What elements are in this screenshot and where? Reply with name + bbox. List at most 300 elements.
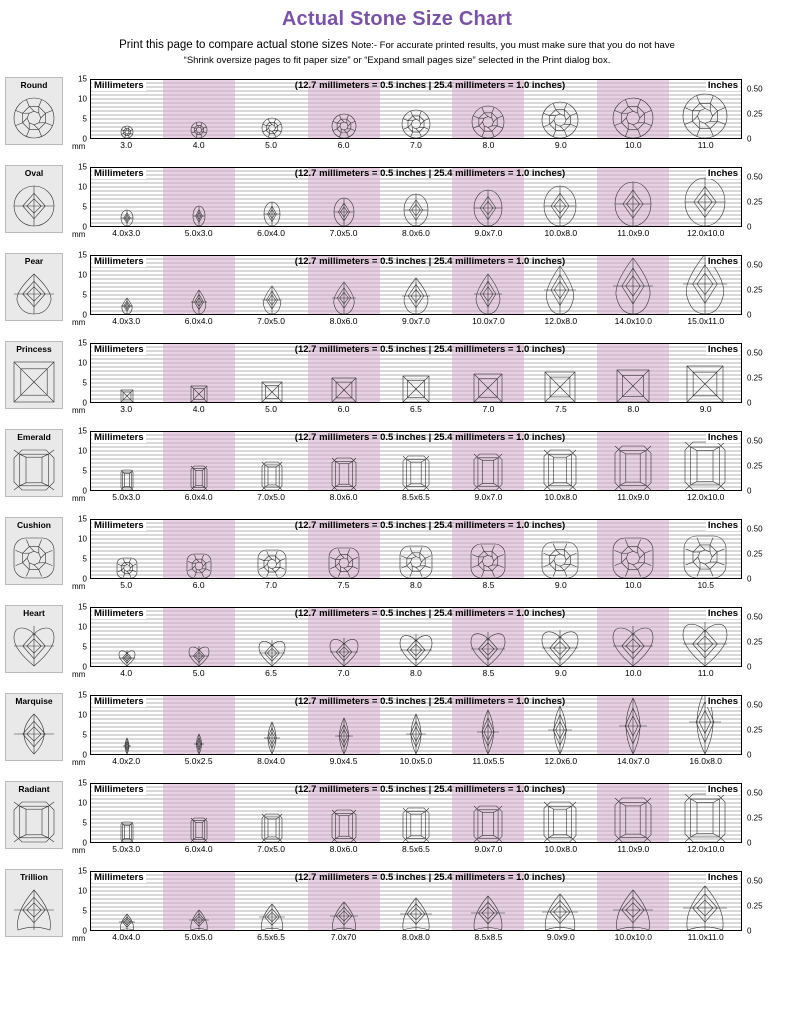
gem-princess [262, 382, 282, 402]
x-tick-label: 8.0 [597, 403, 669, 417]
x-tick-label: 10.0x7.0 [452, 315, 524, 329]
x-tick-label: 4.0x4.0 [90, 931, 162, 945]
x-tick-label: 7.0x5.0 [235, 491, 307, 505]
shape-box [5, 253, 63, 321]
x-tick-label: 12.0x10.0 [670, 227, 742, 241]
print-note: Note:- For accurate printed results, you must make sure that you do not have [351, 40, 675, 51]
shape-box [5, 781, 63, 849]
mm-axis-title: Millimeters [92, 696, 146, 707]
x-tick-label: 16.0x8.0 [670, 755, 742, 769]
mm-corner-label: mm [72, 757, 85, 769]
x-tick-label: 12.0x10.0 [670, 843, 742, 857]
gem-radiant [544, 802, 576, 842]
shape-name: Pear [25, 256, 43, 267]
y-tick-label: 5 [83, 291, 87, 300]
x-tick-label: 7.0x5.0 [235, 843, 307, 857]
y-tick-label-inches: 0 [747, 223, 751, 232]
y-tick-label: 15 [78, 427, 87, 436]
x-tick-label: 4.0 [90, 667, 162, 681]
x-tick-label: 8.0x6.0 [380, 227, 452, 241]
x-tick-label: 7.0 [307, 667, 379, 681]
x-tick-label: 8.5 [452, 579, 524, 593]
y-tick-label: 10 [78, 623, 87, 632]
x-tick-label: 4.0x2.0 [90, 755, 162, 769]
y-tick-label-inches: 0.25 [747, 814, 763, 823]
chart-row [0, 337, 794, 425]
gem-heart [613, 626, 653, 666]
shape-name: Heart [23, 608, 45, 619]
gem-oval [334, 198, 354, 226]
mm-corner-label: mm [72, 229, 85, 241]
gem-marquise [123, 738, 131, 754]
gem-emerald [262, 462, 282, 490]
x-tick-label: 4.0x3.0 [90, 315, 162, 329]
x-tick-label: 9.0x7.0 [452, 227, 524, 241]
x-tick-label: 9.0x9.0 [525, 931, 597, 945]
x-tick-label: 10.0x8.0 [525, 227, 597, 241]
gem-radiant [403, 808, 429, 842]
gem-trillion [542, 894, 578, 930]
x-axis-labels [90, 931, 742, 945]
y-tick-label-inches: 0.50 [747, 172, 763, 181]
gem-radiant [474, 806, 502, 842]
gem-radiant [191, 818, 207, 842]
gem-heart [259, 640, 285, 666]
mm-axis-title: Millimeters [92, 432, 146, 443]
x-tick-label: 8.0x8.0 [380, 931, 452, 945]
x-tick-label: 12.0x6.0 [525, 755, 597, 769]
y-tick-label-inches: 0 [747, 135, 751, 144]
shape-legend-marquise [0, 689, 68, 761]
y-tick-label: 10 [78, 95, 87, 104]
y-tick-label: 15 [78, 75, 87, 84]
shape-box [5, 693, 63, 761]
x-tick-label: 6.0x4.0 [235, 227, 307, 241]
conversion-note: (12.7 millimeters = 0.5 inches | 25.4 millimeters = 1.0 inches) [68, 608, 792, 619]
gem-trillion [330, 902, 358, 930]
conversion-note: (12.7 millimeters = 0.5 inches | 25.4 millimeters = 1.0 inches) [68, 432, 792, 443]
gem-heart [119, 650, 135, 666]
gem-round-brilliant [191, 122, 207, 138]
chart-row [0, 689, 794, 777]
x-tick-label: 8.0 [380, 667, 452, 681]
y-tick-label: 5 [83, 643, 87, 652]
y-tick-label-inches: 0.25 [747, 638, 763, 647]
row-chart [68, 689, 792, 769]
mm-axis-title: Millimeters [92, 872, 146, 883]
shape-name: Emerald [17, 432, 51, 443]
x-axis-labels [90, 315, 742, 329]
x-axis-labels [90, 139, 742, 153]
y-tick-label: 15 [78, 339, 87, 348]
subtitle-main: Print this page to compare actual stone sizes [119, 39, 348, 51]
y-tick-label: 0 [83, 135, 87, 144]
shape-box [5, 77, 63, 145]
x-tick-label: 10.0 [597, 139, 669, 153]
row-chart [68, 777, 792, 857]
mm-axis-title: Millimeters [92, 344, 146, 355]
mm-corner-label: mm [72, 317, 85, 329]
shape-name: Oval [25, 168, 43, 179]
gem-pear [402, 278, 430, 314]
y-tick-label: 5 [83, 907, 87, 916]
x-tick-label: 9.0 [525, 139, 597, 153]
gem-oval [474, 190, 502, 226]
gem-princess [545, 372, 575, 402]
y-tick-label-inches: 0 [747, 927, 751, 936]
y-tick-label: 0 [83, 927, 87, 936]
gem-cushion [684, 536, 726, 578]
y-tick-label: 5 [83, 379, 87, 388]
shape-legend-round [0, 73, 68, 145]
y-tick-label-inches: 0.50 [747, 348, 763, 357]
gem-round-brilliant [262, 118, 282, 138]
mm-axis-title: Millimeters [92, 256, 146, 267]
y-tick-label: 10 [78, 535, 87, 544]
y-tick-label-inches: 0.25 [747, 198, 763, 207]
x-tick-label: 3.0 [90, 403, 162, 417]
mm-corner-label: mm [72, 493, 85, 505]
chart-row [0, 249, 794, 337]
gem-marquise [335, 718, 353, 754]
y-tick-label: 15 [78, 603, 87, 612]
shape-icon-princess-icon [14, 355, 54, 408]
x-tick-label: 9.0x4.5 [307, 755, 379, 769]
gem-emerald [332, 458, 356, 490]
y-tick-label: 15 [78, 867, 87, 876]
gem-trillion [259, 904, 285, 930]
x-tick-label: 11.0 [670, 667, 742, 681]
x-tick-label: 6.0 [162, 579, 234, 593]
x-tick-label: 7.5 [525, 403, 597, 417]
x-axis-labels [90, 755, 742, 769]
mm-axis-title: Millimeters [92, 168, 146, 179]
row-chart [68, 865, 792, 945]
x-tick-label: 6.0 [307, 139, 379, 153]
shape-legend-emerald [0, 425, 68, 497]
x-tick-label: 8.5x8.5 [452, 931, 524, 945]
y-tick-label-inches: 0 [747, 575, 751, 584]
inches-axis-title: Inches [706, 784, 740, 795]
y-tick-label: 15 [78, 691, 87, 700]
gem-marquise [194, 734, 204, 754]
x-tick-label: 12.0x10.0 [670, 491, 742, 505]
x-tick-label: 8.5x6.5 [380, 843, 452, 857]
gem-round-brilliant [683, 94, 727, 138]
x-tick-label: 7.0x5.0 [307, 227, 379, 241]
row-chart [68, 161, 792, 241]
y-tick-label: 0 [83, 223, 87, 232]
shape-legend-heart [0, 601, 68, 673]
gem-oval [121, 210, 133, 226]
x-tick-label: 8.0 [452, 139, 524, 153]
x-tick-label: 11.0x9.0 [597, 227, 669, 241]
y-tick-label: 15 [78, 163, 87, 172]
y-tick-label: 0 [83, 487, 87, 496]
y-tick-label-inches: 0.25 [747, 286, 763, 295]
mm-axis-title: Millimeters [92, 784, 146, 795]
x-tick-label: 7.5 [307, 579, 379, 593]
gem-cushion [400, 546, 432, 578]
gem-oval [14, 186, 54, 226]
x-tick-label: 11.0x11.0 [670, 931, 742, 945]
gem-princess [687, 366, 723, 402]
x-tick-label: 9.0 [525, 579, 597, 593]
y-tick-label: 15 [78, 515, 87, 524]
gem-princess [14, 362, 54, 402]
y-tick-label-inches: 0.25 [747, 550, 763, 559]
gem-marquise [406, 714, 426, 754]
x-tick-label: 8.0x6.0 [307, 843, 379, 857]
x-tick-label: 10.5 [670, 579, 742, 593]
inches-axis-title: Inches [706, 344, 740, 355]
inches-axis-title: Inches [706, 80, 740, 91]
gem-oval [544, 186, 576, 226]
shape-name: Cushion [17, 520, 51, 531]
shape-name: Radiant [18, 784, 49, 795]
gem-pear [332, 282, 356, 314]
gem-emerald [544, 450, 576, 490]
gem-trillion [613, 890, 653, 930]
gem-trillion [400, 898, 432, 930]
shape-name: Marquise [15, 696, 52, 707]
y-tick-label-inches: 0.50 [747, 524, 763, 533]
gem-trillion [119, 914, 135, 930]
gem-round-brilliant [472, 106, 504, 138]
y-tick-label: 5 [83, 203, 87, 212]
x-axis-labels [90, 667, 742, 681]
gem-heart [189, 646, 209, 666]
y-tick-label-inches: 0 [747, 311, 751, 320]
gem-cushion [613, 538, 653, 578]
x-tick-label: 5.0 [162, 667, 234, 681]
page-title: Actual Stone Size Chart [0, 8, 794, 31]
x-tick-label: 5.0x3.0 [90, 843, 162, 857]
y-tick-label-inches: 0 [747, 751, 751, 760]
shape-icon-pear-icon [14, 267, 54, 320]
gem-emerald [615, 446, 651, 490]
x-tick-label: 6.5 [380, 403, 452, 417]
mm-corner-label: mm [72, 141, 85, 153]
gem-oval [264, 202, 280, 226]
gem-round-brilliant [613, 98, 653, 138]
gem-trillion [683, 886, 727, 930]
x-tick-label: 10.0x8.0 [525, 843, 597, 857]
x-tick-label: 10.0x8.0 [525, 491, 597, 505]
mm-corner-label: mm [72, 669, 85, 681]
shape-name: Round [21, 80, 48, 91]
chart-row [0, 601, 794, 689]
gem-cushion [14, 538, 54, 578]
gem-round-brilliant [402, 110, 430, 138]
x-tick-label: 9.0x7.0 [452, 491, 524, 505]
y-tick-label-inches: 0.50 [747, 788, 763, 797]
shape-legend-radiant [0, 777, 68, 849]
chart-row [0, 513, 794, 601]
chart-row [0, 161, 794, 249]
x-tick-label: 6.5 [235, 667, 307, 681]
gem-round-brilliant [14, 98, 54, 138]
x-tick-label: 6.0x4.0 [162, 315, 234, 329]
x-tick-label: 10.0x5.0 [380, 755, 452, 769]
inches-axis-title: Inches [706, 168, 740, 179]
gem-trillion [471, 896, 505, 930]
x-tick-label: 7.0 [452, 403, 524, 417]
x-tick-label: 9.0 [525, 667, 597, 681]
x-tick-label: 7.0x5.0 [235, 315, 307, 329]
x-axis-labels [90, 843, 742, 857]
y-tick-label-inches: 0.50 [747, 876, 763, 885]
x-tick-label: 8.5x6.5 [380, 491, 452, 505]
x-tick-label: 5.0 [235, 403, 307, 417]
gem-marquise [477, 710, 499, 754]
row-chart [68, 601, 792, 681]
y-tick-label: 0 [83, 399, 87, 408]
inches-axis-title: Inches [706, 608, 740, 619]
shape-legend-trillion [0, 865, 68, 937]
gem-round-brilliant [332, 114, 356, 138]
y-tick-label: 5 [83, 819, 87, 828]
y-tick-label-inches: 0 [747, 399, 751, 408]
x-tick-label: 5.0x5.0 [162, 931, 234, 945]
y-tick-label: 0 [83, 663, 87, 672]
y-tick-label-inches: 0.25 [747, 462, 763, 471]
x-tick-label: 10.0 [597, 667, 669, 681]
x-axis-labels [90, 227, 742, 241]
gem-emerald [14, 450, 54, 490]
gem-radiant [121, 822, 133, 842]
y-tick-label-inches: 0 [747, 839, 751, 848]
shape-box [5, 517, 63, 585]
x-tick-label: 5.0 [235, 139, 307, 153]
y-tick-label: 10 [78, 447, 87, 456]
x-tick-label: 11.0x9.0 [597, 843, 669, 857]
x-tick-label: 4.0 [162, 139, 234, 153]
x-tick-label: 3.0 [90, 139, 162, 153]
inches-axis-title: Inches [706, 872, 740, 883]
gem-trillion [14, 890, 54, 930]
gem-pear [14, 274, 54, 314]
y-tick-label: 10 [78, 711, 87, 720]
conversion-note: (12.7 millimeters = 0.5 inches | 25.4 millimeters = 1.0 inches) [68, 784, 792, 795]
x-tick-label: 8.0x6.0 [307, 315, 379, 329]
x-tick-label: 9.0 [670, 403, 742, 417]
gem-radiant [332, 810, 356, 842]
shape-name: Princess [16, 344, 51, 355]
gem-cushion [117, 558, 137, 578]
gem-heart [542, 630, 578, 666]
shape-box [5, 165, 63, 233]
chart-row [0, 73, 794, 161]
gem-oval [685, 178, 725, 226]
shape-icon-heart-icon [14, 619, 54, 672]
gem-emerald [685, 442, 725, 490]
inches-axis-title: Inches [706, 432, 740, 443]
x-tick-label: 7.0 [235, 579, 307, 593]
x-tick-label: 8.0x6.0 [307, 491, 379, 505]
gem-round-brilliant [121, 126, 133, 138]
x-tick-label: 14.0x10.0 [597, 315, 669, 329]
shape-box [5, 605, 63, 673]
x-tick-label: 8.0x4.0 [235, 755, 307, 769]
y-tick-label-inches: 0 [747, 663, 751, 672]
gem-heart [330, 638, 358, 666]
gem-pear [544, 266, 576, 314]
gem-princess [332, 378, 356, 402]
gem-emerald [474, 454, 502, 490]
y-tick-label: 5 [83, 731, 87, 740]
conversion-note: (12.7 millimeters = 0.5 inches | 25.4 millimeters = 1.0 inches) [68, 168, 792, 179]
gem-heart [683, 622, 727, 666]
gem-trillion [189, 910, 209, 930]
row-chart [68, 249, 792, 329]
conversion-note: (12.7 millimeters = 0.5 inches | 25.4 millimeters = 1.0 inches) [68, 696, 792, 707]
x-axis-labels [90, 579, 742, 593]
x-tick-label: 5.0x3.0 [90, 491, 162, 505]
gem-marquise [548, 706, 572, 754]
x-tick-label: 6.0x4.0 [162, 491, 234, 505]
mm-corner-label: mm [72, 933, 85, 945]
inches-axis-title: Inches [706, 256, 740, 267]
y-tick-label: 10 [78, 183, 87, 192]
x-tick-label: 6.5x6.5 [235, 931, 307, 945]
shape-legend-princess [0, 337, 68, 409]
x-tick-label: 7.0x70 [307, 931, 379, 945]
gem-radiant [615, 798, 651, 842]
shape-icon-marquise-icon [14, 707, 54, 760]
x-tick-label: 8.0 [380, 579, 452, 593]
y-tick-label: 5 [83, 115, 87, 124]
mm-corner-label: mm [72, 845, 85, 857]
page-subtitle [0, 37, 794, 67]
chart-row [0, 865, 794, 953]
x-tick-label: 10.0x10.0 [597, 931, 669, 945]
x-axis-labels [90, 491, 742, 505]
shape-legend-pear [0, 249, 68, 321]
x-tick-label: 11.0x9.0 [597, 491, 669, 505]
y-tick-label: 15 [78, 251, 87, 260]
x-tick-label: 6.0 [307, 403, 379, 417]
gem-pear [474, 274, 502, 314]
gem-princess [403, 376, 429, 402]
gem-oval [193, 206, 205, 226]
gem-marquise [264, 722, 280, 754]
gem-cushion [542, 542, 578, 578]
gem-cushion [329, 548, 359, 578]
y-tick-label: 15 [78, 779, 87, 788]
conversion-note: (12.7 millimeters = 0.5 inches | 25.4 millimeters = 1.0 inches) [68, 872, 792, 883]
shape-icon-round-brilliant-icon [14, 91, 54, 144]
x-tick-label: 9.0x7.0 [452, 843, 524, 857]
gem-princess [191, 386, 207, 402]
y-tick-label-inches: 0.50 [747, 612, 763, 621]
inches-axis-title: Inches [706, 696, 740, 707]
gem-round-brilliant [542, 102, 578, 138]
x-tick-label: 12.0x8.0 [525, 315, 597, 329]
gem-princess [121, 390, 133, 402]
gem-cushion [471, 544, 505, 578]
x-axis-labels [90, 403, 742, 417]
y-tick-label: 10 [78, 359, 87, 368]
chart-rows [0, 73, 794, 953]
x-tick-label: 4.0x3.0 [90, 227, 162, 241]
gem-heart [14, 626, 54, 666]
gem-emerald [191, 466, 207, 490]
shape-legend-oval [0, 161, 68, 233]
y-tick-label-inches: 0.50 [747, 84, 763, 93]
mm-corner-label: mm [72, 405, 85, 417]
mm-axis-title: Millimeters [92, 520, 146, 531]
